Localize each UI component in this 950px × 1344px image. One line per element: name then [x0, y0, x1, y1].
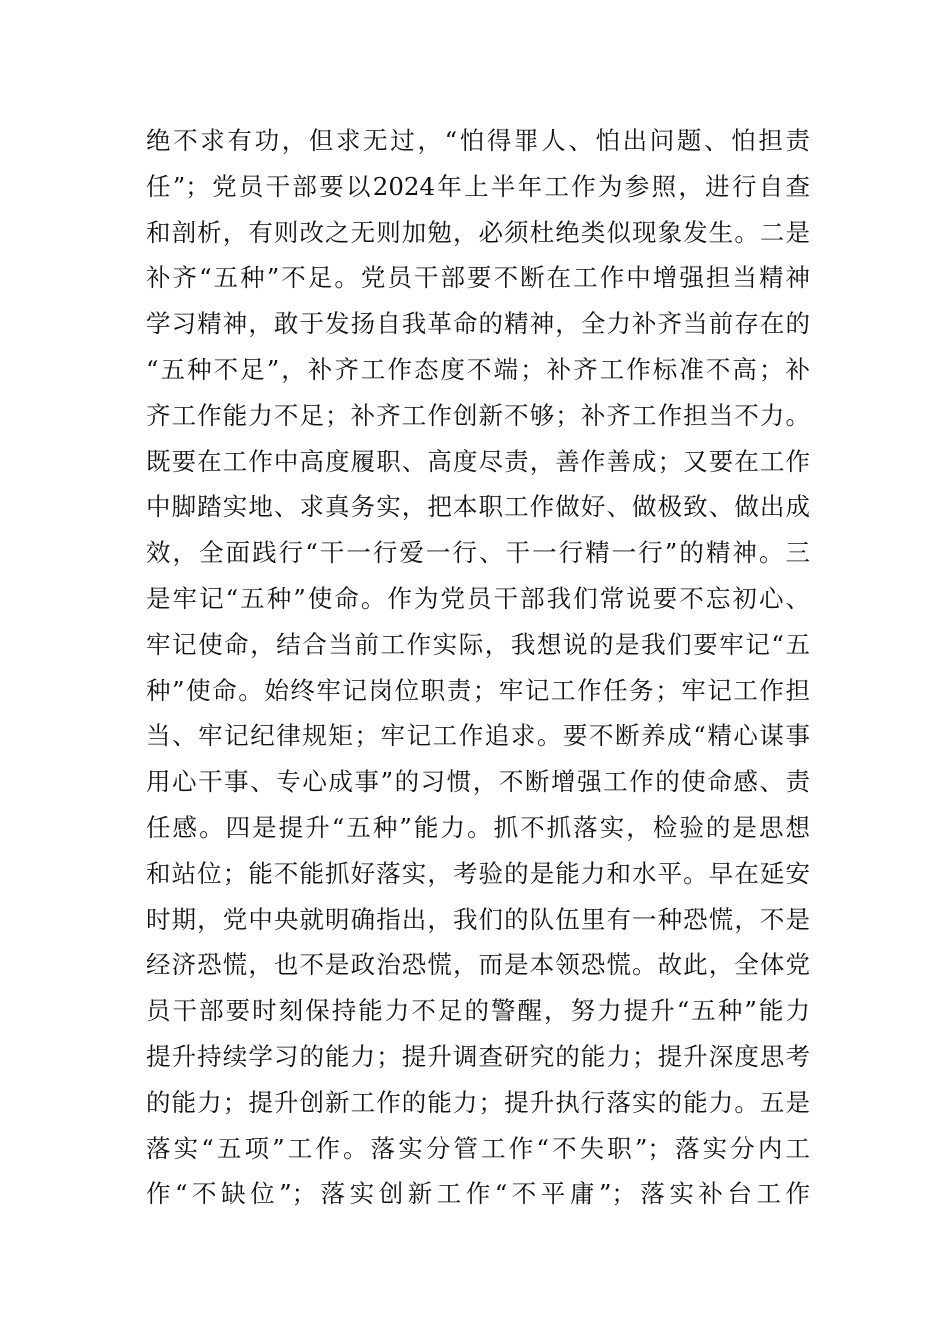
text-line: 中脚踏实地、求真务实，把本职工作做好、做极致、做出成	[146, 492, 810, 522]
text-line: 牢记使命，结合当前工作实际，我想说的是我们要牢记“五	[146, 629, 810, 659]
text-line: 当、牢记纪律规矩；牢记工作追求。要不断养成“精心谋事	[146, 721, 810, 751]
text-line: 任”；党员干部要以2024年上半年工作为参照，进行自查	[146, 171, 810, 201]
text-line: 种”使命。始终牢记岗位职责；牢记工作任务；牢记工作担	[146, 675, 810, 705]
text-line: 经济恐慌，也不是政治恐慌，而是本领恐慌。故此，全体党	[146, 950, 810, 980]
text-line: 员干部要时刻保持能力不足的警醒，努力提升“五种”能力	[146, 996, 810, 1026]
text-line: 齐工作能力不足；补齐工作创新不够；补齐工作担当不力。	[146, 400, 810, 430]
text-line: 落实“五项”工作。落实分管工作“不失职”；落实分内工	[146, 1133, 810, 1163]
text-line: 和剖析，有则改之无则加勉，必须杜绝类似现象发生。二是	[146, 217, 810, 247]
text-line: 学习精神，敢于发扬自我革命的精神，全力补齐当前存在的	[146, 309, 810, 339]
text-line: 提升持续学习的能力；提升调查研究的能力；提升深度思考	[146, 1041, 810, 1071]
body-text	[146, 118, 810, 1217]
text-line: 既要在工作中高度履职、高度尽责，善作善成；又要在工作	[146, 446, 810, 476]
text-line: 的能力；提升创新工作的能力；提升执行落实的能力。五是	[146, 1087, 810, 1117]
text-line: 补齐“五种”不足。党员干部要不断在工作中增强担当精神	[146, 263, 810, 293]
text-line: “五种不足”，补齐工作态度不端；补齐工作标准不高；补	[146, 354, 810, 384]
text-line: 作“不缺位”；落实创新工作“不平庸”；落实补台工作	[146, 1179, 810, 1209]
text-line: 时期，党中央就明确指出，我们的队伍里有一种恐慌，不是	[146, 904, 810, 934]
text-line: 是牢记“五种”使命。作为党员干部我们常说要不忘初心、	[146, 583, 810, 613]
text-line: 绝不求有功，但求无过，“怕得罪人、怕出问题、怕担责	[146, 126, 810, 155]
text-line: 用心干事、专心成事”的习惯，不断增强工作的使命感、责	[146, 767, 810, 797]
text-line: 任感。四是提升“五种”能力。抓不抓落实，检验的是思想	[146, 812, 810, 842]
text-line: 和站位；能不能抓好落实，考验的是能力和水平。早在延安	[146, 858, 810, 888]
text-line: 效，全面践行“干一行爱一行、干一行精一行”的精神。三	[146, 538, 810, 568]
